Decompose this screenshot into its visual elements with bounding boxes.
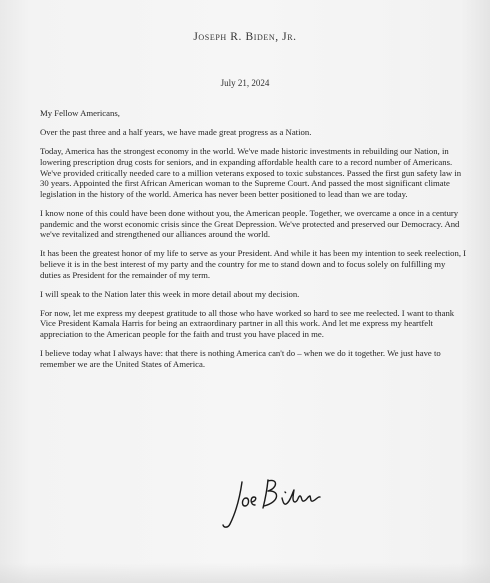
- letterhead: Joseph R. Biden, Jr.: [193, 31, 297, 43]
- page-shadow: [0, 563, 490, 583]
- salutation: My Fellow Americans,: [40, 108, 120, 118]
- paragraph: For now, let me express my deepest gratitude to all those who have worked so hard to see me reelected. I want to thank Vice President Kamala Harris for being an extraordinary partner in all this work. And let me express my heartfelt appreciation to the American people for the faith and trust you have placed in me.: [40, 307, 455, 340]
- paragraph: Over the past three and a half years, we have made great progress as a Nation.: [40, 127, 312, 138]
- paragraph: Today, America has the strongest economy in the world. We've made historic investments in rebuilding our Nation, in lowering prescription drug costs for seniors, and in expanding affordable health care to a record number of Americans. We've provided critically needed care to a million veterans exposed to toxic substances. Passed the first gun safety law in 30 years. Appointed the first African American woman to the Supreme Court. And passed the most significant climate legislation in the history of the world. America has never been better positioned to lead than we are today.: [40, 146, 462, 199]
- paragraph: I will speak to the Nation later this week in more detail about my decision.: [40, 288, 300, 299]
- signature-mark: [212, 468, 352, 538]
- paragraph: It has been the greatest honor of my life to serve as your President. And while it has been my intention to seek reelection, I believe it is in the best interest of my party and the country for me to stand down and to focus solely on fulfilling my duties as President for the remainder of my term.: [40, 248, 467, 280]
- letter-date: July 21, 2024: [220, 78, 270, 88]
- letter-body: [40, 108, 468, 378]
- signature: [212, 468, 352, 538]
- paragraph: I believe today what I always have: that there is nothing America can't do – when we do it together. We just have to remember we are the United States of America.: [40, 348, 441, 369]
- paragraph: I know none of this could have been done without you, the American people. Together, we overcame a once in a century pandemic and the worst economic crisis since the Great Depression. We've protected and preserved our Democracy. And we've revitalized and strengthened our alliances around the world.: [40, 207, 460, 240]
